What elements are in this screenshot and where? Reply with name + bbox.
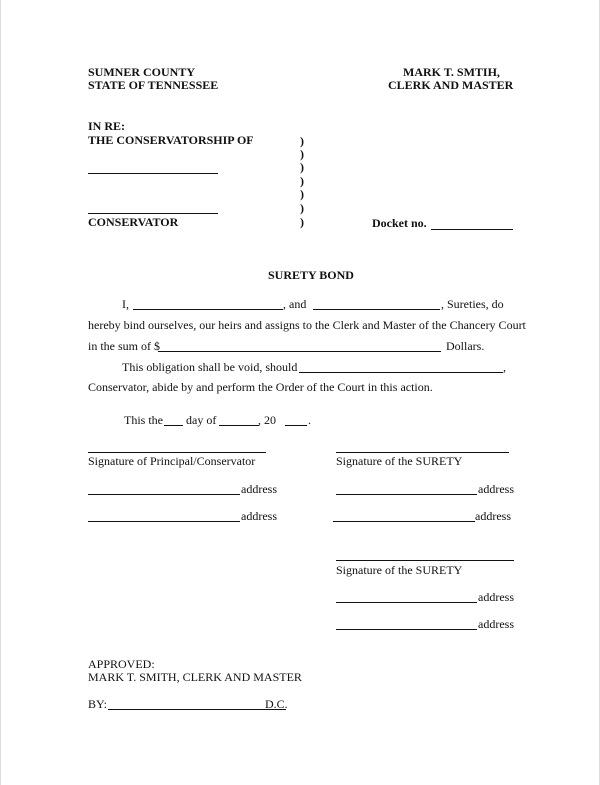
surety-1-name-line[interactable]	[133, 309, 283, 310]
state-name: STATE OF TENNESSEE	[88, 78, 219, 92]
surety-1-address-label-2: address	[475, 509, 511, 523]
surety-2-address-line-1[interactable]	[336, 602, 477, 603]
conservator-name-line[interactable]	[88, 213, 218, 214]
surety-1-address-line-1[interactable]	[336, 494, 477, 495]
p2-line2: Conservator, abide by and perform the Order of the Court in this action.	[88, 380, 433, 394]
surety-2-address-label-1: address	[478, 590, 514, 604]
p2-start: This obligation shall be void, should	[122, 360, 298, 374]
caption-paren-7: )	[300, 215, 304, 229]
principal-address-label-1: address	[241, 482, 277, 496]
p1-sum: in the sum of $	[88, 339, 160, 353]
year-line[interactable]	[285, 425, 307, 426]
deputy-clerk-label: D.C.	[265, 697, 288, 711]
conservator-label: CONSERVATOR	[88, 215, 179, 229]
bond-amount-line[interactable]	[158, 351, 441, 352]
p2-comma: ,	[503, 360, 506, 374]
in-re-label: IN RE:	[88, 119, 126, 133]
p1-line2: hereby bind ourselves, our heirs and assigns to the Clerk and Master of the Chancery Court	[88, 318, 526, 332]
surety-2-signature-line[interactable]	[336, 560, 514, 561]
left-scan-edge	[0, 0, 1, 785]
caption-paren-4: )	[300, 174, 304, 188]
day-line[interactable]	[164, 425, 183, 426]
docket-number-line[interactable]	[431, 229, 513, 230]
docket-label: Docket no.	[372, 216, 427, 230]
principal-signature-line[interactable]	[88, 452, 266, 453]
clerk-title: CLERK AND MASTER	[388, 78, 514, 92]
caption-paren-3: )	[300, 160, 304, 174]
principal-address-line-2[interactable]	[88, 521, 240, 522]
approved-by-name: MARK T. SMITH, CLERK AND MASTER	[88, 670, 302, 684]
surety-2-name-line[interactable]	[313, 309, 440, 310]
principal-address-line-1[interactable]	[88, 494, 240, 495]
clerk-name: MARK T. SMTIH,	[403, 65, 500, 79]
date-day-of: day of	[186, 413, 217, 427]
p1-dollars: Dollars.	[446, 339, 485, 353]
surety-1-signature-label: Signature of the SURETY	[336, 454, 463, 468]
surety-2-signature-label: Signature of the SURETY	[336, 563, 463, 577]
document-title: SURETY BOND	[268, 268, 354, 282]
by-label: BY:	[88, 697, 107, 711]
surety-1-signature-line[interactable]	[336, 452, 509, 453]
caption-paren-6: )	[300, 201, 304, 215]
date-this: This the	[124, 413, 163, 427]
deputy-clerk-signature-line[interactable]	[108, 709, 286, 710]
surety-1-address-label-1: address	[478, 482, 514, 496]
county-name: SUMNER COUNTY	[88, 65, 196, 79]
p1-sureties: , Sureties, do	[441, 297, 504, 311]
caption-paren-2: )	[300, 147, 304, 161]
conservator-obligation-line[interactable]	[299, 372, 503, 373]
month-line[interactable]	[219, 425, 259, 426]
approved-label: APPROVED:	[88, 657, 155, 671]
ward-name-line[interactable]	[88, 173, 218, 174]
date-20: , 20	[258, 413, 276, 427]
principal-signature-label: Signature of Principal/Conservator	[88, 454, 256, 468]
principal-address-label-2: address	[241, 509, 277, 523]
p1-and: , and	[283, 297, 307, 311]
caption-paren-1: )	[300, 134, 304, 148]
surety-1-address-line-2[interactable]	[333, 521, 475, 522]
conservatorship-label: THE CONSERVATORSHIP OF	[88, 133, 254, 147]
surety-2-address-label-2: address	[478, 617, 514, 631]
surety-2-address-line-2[interactable]	[336, 629, 477, 630]
p1-i: I,	[122, 297, 129, 311]
date-period: .	[308, 413, 311, 427]
caption-paren-5: )	[300, 187, 304, 201]
